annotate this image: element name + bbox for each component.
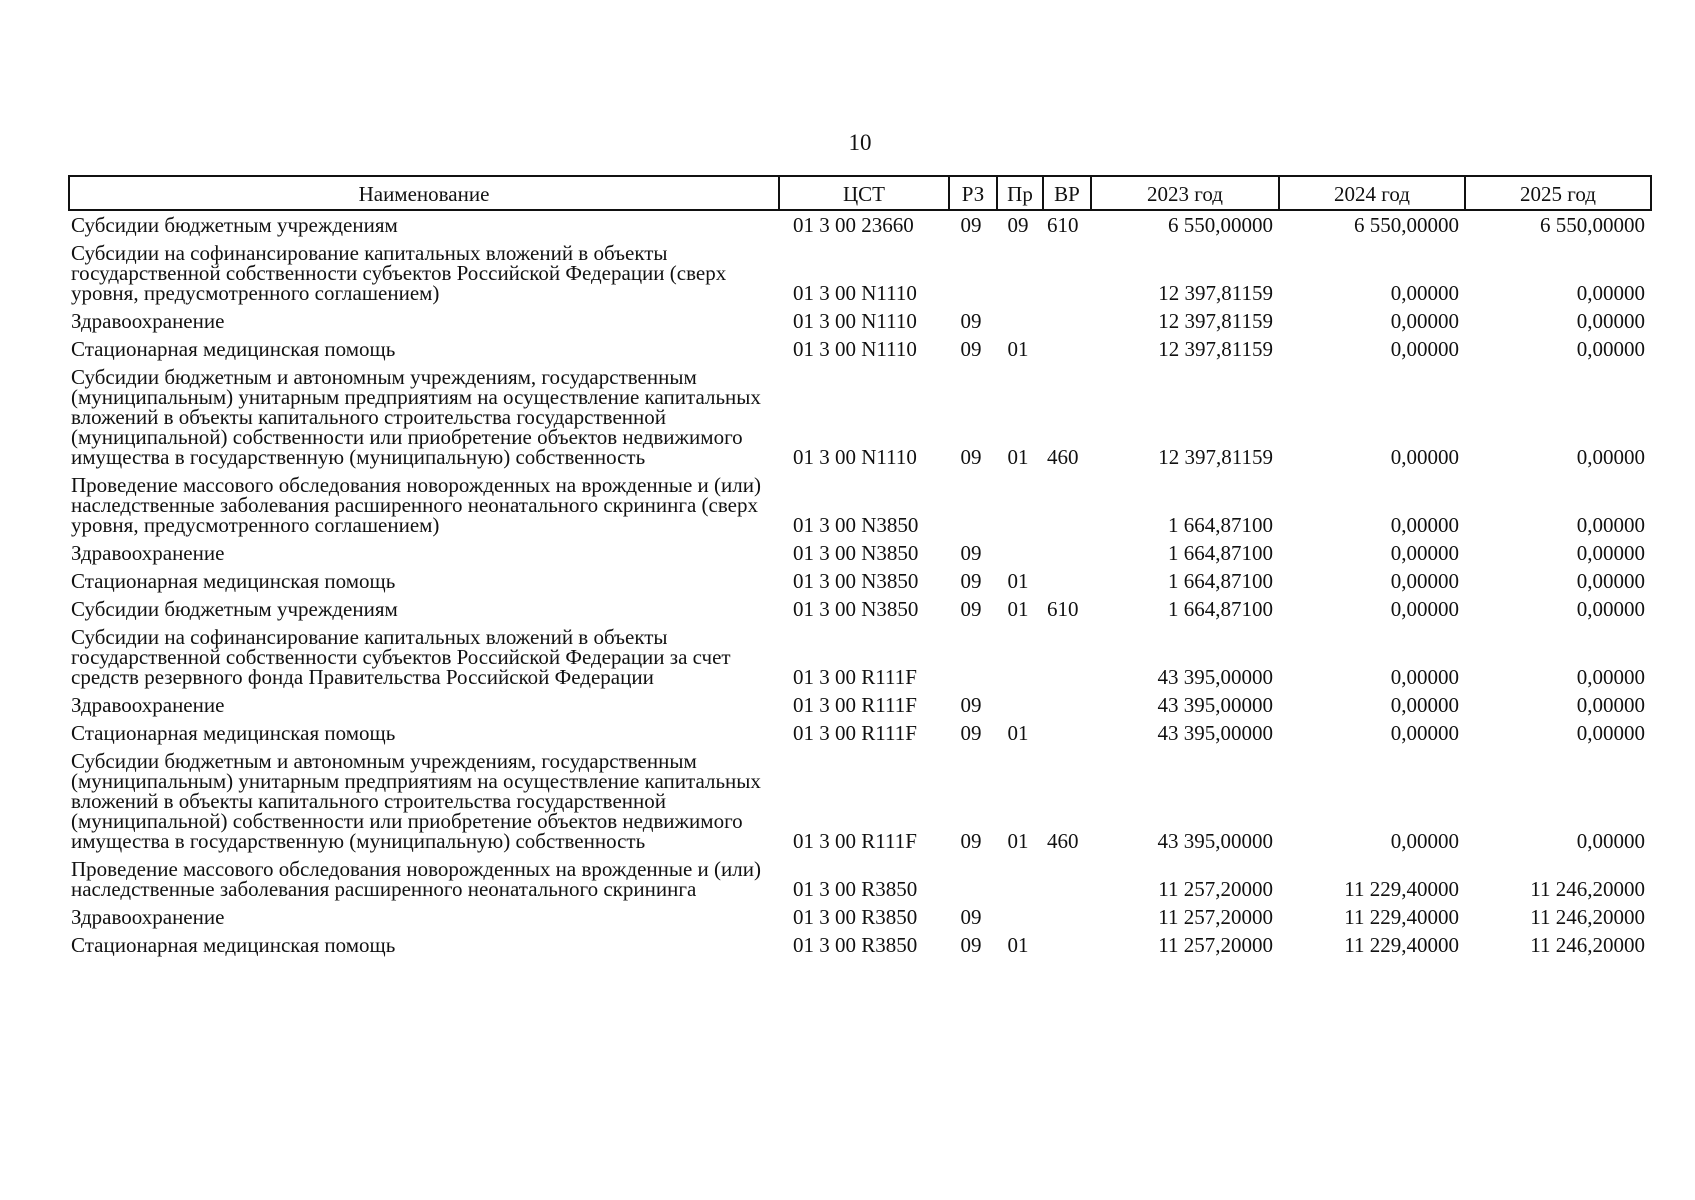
cell-2024: 0,00000 [1390,337,1459,361]
cell-2023: 43 395,00000 [1157,829,1273,853]
cell-name: Субсидии на софинансирование капитальных вложений в объекты государственной собственности субъектов Российской Федерации за счет средств резервного фонда Правительства Российской Федерации [71,625,731,689]
cell-rz: 09 [960,569,982,593]
table-row [69,335,1651,363]
cell-code: 01 3 00 R111F [793,693,917,717]
table-row [69,239,1651,307]
cell-2025: 0,00000 [1576,445,1645,469]
cell-pr [997,471,1043,539]
cell-pr [997,691,1043,719]
table-row [69,363,1651,471]
cell-2023: 12 397,81159 [1158,337,1273,361]
table-row [69,747,1651,855]
cell-2023: 43 395,00000 [1157,665,1273,689]
cell-2025: 11 246,20000 [1530,933,1645,957]
cell-name: Стационарная медицинская помощь [71,933,396,957]
cell-name: Проведение массового обследования новорожденных на врожденные и (или) наследственные заболевания расширенного неонатального скрининга [71,857,761,901]
cell-name: Стационарная медицинская помощь [71,337,396,361]
cell-2025: 0,00000 [1576,541,1645,565]
cell-pr [997,903,1043,931]
header-2023: 2023 год [1091,176,1279,210]
cell-pr [997,307,1043,335]
cell-2025: 11 246,20000 [1530,877,1645,901]
cell-2024: 11 229,40000 [1344,905,1459,929]
cell-2025: 0,00000 [1576,513,1645,537]
cell-code: 01 3 00 N3850 [793,597,919,621]
header-code: ЦСТ [779,176,949,210]
header-rz: РЗ [949,176,997,210]
cell-vr [1043,239,1091,307]
cell-2025: 0,00000 [1576,597,1645,621]
cell-2024: 0,00000 [1390,281,1459,305]
cell-rz: 09 [960,337,982,361]
cell-code: 01 3 00 N3850 [793,569,919,593]
header-name: Наименование [69,176,779,210]
cell-code: 01 3 00 R111F [793,829,917,853]
cell-code: 01 3 00 R3850 [793,933,918,957]
cell-pr: 01 [1007,933,1029,957]
cell-name: Стационарная медицинская помощь [71,569,396,593]
cell-2023: 6 550,00000 [1168,213,1273,237]
cell-vr [1043,539,1091,567]
cell-2024: 0,00000 [1390,513,1459,537]
cell-2023: 11 257,20000 [1158,877,1273,901]
cell-code: 01 3 00 N1110 [793,281,917,305]
cell-2024: 0,00000 [1390,541,1459,565]
cell-rz: 09 [960,213,982,237]
cell-2024: 11 229,40000 [1344,933,1459,957]
cell-2024: 0,00000 [1390,721,1459,745]
header-2024: 2024 год [1279,176,1465,210]
cell-2023: 43 395,00000 [1157,693,1273,717]
cell-2023: 1 664,87100 [1168,597,1273,621]
table-row [69,471,1651,539]
budget-table [68,175,1652,959]
cell-name: Субсидии бюджетным учреждениям [71,597,398,621]
cell-2025: 0,00000 [1576,309,1645,333]
cell-vr: 610 [1047,213,1079,237]
cell-pr: 01 [1007,597,1029,621]
header-vr: ВР [1043,176,1091,210]
header-2025: 2025 год [1465,176,1651,210]
cell-vr [1043,903,1091,931]
cell-code: 01 3 00 R111F [793,721,917,745]
cell-code: 01 3 00 R3850 [793,905,918,929]
cell-rz: 09 [960,541,982,565]
cell-name: Здравоохранение [71,905,225,929]
table-row [69,210,1651,239]
cell-rz: 09 [960,445,982,469]
cell-rz: 09 [960,829,982,853]
cell-pr: 01 [1007,569,1029,593]
cell-2025: 0,00000 [1576,281,1645,305]
table-row [69,931,1651,959]
cell-vr: 460 [1047,829,1079,853]
page-number: 10 [848,130,872,155]
cell-vr: 610 [1047,597,1079,621]
cell-vr: 460 [1047,445,1079,469]
cell-vr [1043,691,1091,719]
cell-code: 01 3 00 R3850 [793,877,918,901]
cell-pr [997,623,1043,691]
cell-2025: 11 246,20000 [1530,905,1645,929]
cell-2025: 0,00000 [1576,721,1645,745]
cell-pr [997,855,1043,903]
cell-2023: 12 397,81159 [1158,309,1273,333]
cell-vr [1043,931,1091,959]
cell-code: 01 3 00 N1110 [793,337,917,361]
table-row [69,595,1651,623]
cell-name: Здравоохранение [71,309,225,333]
cell-2025: 0,00000 [1576,665,1645,689]
cell-rz [949,855,997,903]
cell-2024: 0,00000 [1390,665,1459,689]
header-pr: Пр [997,176,1043,210]
cell-2024: 11 229,40000 [1344,877,1459,901]
cell-code: 01 3 00 N1110 [793,309,917,333]
cell-2025: 0,00000 [1576,693,1645,717]
cell-2025: 6 550,00000 [1540,213,1645,237]
cell-code: 01 3 00 N1110 [793,445,917,469]
cell-vr [1043,471,1091,539]
cell-name: Субсидии бюджетным учреждениям [71,213,398,237]
cell-vr [1043,307,1091,335]
cell-pr: 01 [1007,445,1029,469]
cell-pr [997,239,1043,307]
table-row [69,719,1651,747]
cell-code: 01 3 00 R111F [793,665,917,689]
cell-rz: 09 [960,905,982,929]
cell-vr [1043,623,1091,691]
cell-vr [1043,567,1091,595]
table-row [69,855,1651,903]
table-row [69,903,1651,931]
cell-name: Стационарная медицинская помощь [71,721,396,745]
cell-pr: 01 [1007,721,1029,745]
cell-2024: 0,00000 [1390,445,1459,469]
cell-pr: 09 [1007,213,1029,237]
cell-2023: 12 397,81159 [1158,445,1273,469]
table-row [69,691,1651,719]
cell-vr [1043,335,1091,363]
cell-name: Субсидии на софинансирование капитальных вложений в объекты государственной собственности субъектов Российской Федерации (сверх уровня, предусмотренного соглашением) [71,241,727,305]
table-header-row [69,176,1651,210]
table-row [69,623,1651,691]
cell-rz [949,623,997,691]
cell-2024: 6 550,00000 [1354,213,1459,237]
cell-rz: 09 [960,721,982,745]
cell-rz: 09 [960,693,982,717]
cell-2023: 12 397,81159 [1158,281,1273,305]
cell-2023: 43 395,00000 [1157,721,1273,745]
cell-rz [949,471,997,539]
cell-pr: 01 [1007,337,1029,361]
cell-name: Субсидии бюджетным и автономным учреждениям, государственным (муниципальным) унитарным предприятиям на осуществление капитальных вложений в объекты капитального строительства государственной (муниципальной) собственности или приобретение объектов недвижимого имущества в государственную (муниципальную) собственность [71,749,761,853]
table-row [69,307,1651,335]
table-body [69,210,1651,959]
cell-name: Субсидии бюджетным и автономным учреждениям, государственным (муниципальным) унитарным предприятиям на осуществление капитальных вложений в объекты капитального строительства государственной (муниципальной) собственности или приобретение объектов недвижимого имущества в государственную (муниципальную) собственность [71,365,761,469]
cell-2024: 0,00000 [1390,693,1459,717]
cell-2024: 0,00000 [1390,597,1459,621]
cell-2025: 0,00000 [1576,337,1645,361]
cell-rz: 09 [960,309,982,333]
cell-2023: 11 257,20000 [1158,905,1273,929]
cell-2024: 0,00000 [1390,829,1459,853]
cell-name: Здравоохранение [71,541,225,565]
cell-code: 01 3 00 N3850 [793,541,919,565]
cell-name: Проведение массового обследования новорожденных на врожденные и (или) наследственные заболевания расширенного неонатального скрининга (сверх уровня, предусмотренного соглашением) [71,473,761,537]
cell-pr: 01 [1007,829,1029,853]
table-row [69,539,1651,567]
cell-2023: 1 664,87100 [1168,513,1273,537]
cell-rz [949,239,997,307]
cell-2023: 11 257,20000 [1158,933,1273,957]
cell-vr [1043,855,1091,903]
cell-code: 01 3 00 23660 [793,213,914,237]
cell-rz: 09 [960,933,982,957]
cell-name: Здравоохранение [71,693,225,717]
cell-2023: 1 664,87100 [1168,569,1273,593]
cell-rz: 09 [960,597,982,621]
cell-2024: 0,00000 [1390,309,1459,333]
cell-code: 01 3 00 N3850 [793,513,919,537]
cell-2023: 1 664,87100 [1168,541,1273,565]
cell-2025: 0,00000 [1576,569,1645,593]
cell-2025: 0,00000 [1576,829,1645,853]
cell-2024: 0,00000 [1390,569,1459,593]
table-row [69,567,1651,595]
cell-vr [1043,719,1091,747]
cell-pr [997,539,1043,567]
